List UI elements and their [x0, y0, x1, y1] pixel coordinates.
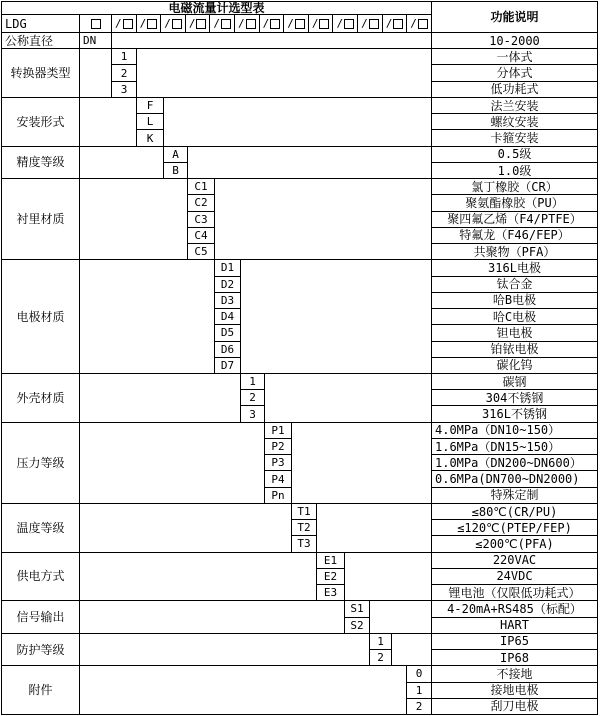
empty-cell: [80, 601, 345, 633]
category-label: 精度等级: [2, 147, 80, 179]
category-label: 外壳材质: [2, 374, 80, 423]
empty-cell: [317, 504, 432, 553]
empty-cell: [392, 634, 432, 666]
option-code-cell: P2: [265, 439, 292, 455]
option-code-cell: D2: [215, 277, 241, 293]
table-title: 电磁流量计选型表: [2, 2, 432, 15]
option-code-cell: D7: [215, 358, 241, 374]
option-code-cell: S2: [345, 618, 370, 634]
option-desc-cell: 螺纹安装: [432, 114, 598, 130]
empty-cell: [80, 147, 164, 179]
option-desc-cell: 哈B电极: [432, 293, 598, 309]
option-code-cell: E3: [317, 585, 345, 601]
option-desc-cell: 24VDC: [432, 569, 598, 585]
option-desc-cell: 锂电池（仅限低功耗式）: [432, 585, 598, 601]
checkbox-icon: [270, 19, 280, 29]
slash-checkbox-cell: /: [186, 15, 211, 32]
option-code-cell: K: [137, 130, 164, 146]
option-code-cell: T3: [292, 536, 317, 552]
option-code-cell: S1: [345, 601, 370, 617]
empty-cell: [80, 260, 215, 374]
checkbox-icon: [221, 19, 231, 29]
category-label: 安装形式: [2, 98, 80, 147]
slash-checkbox-cell: /: [358, 15, 383, 32]
option-desc-cell: 法兰安装: [432, 98, 598, 114]
option-desc-cell: 特殊定制: [432, 488, 598, 504]
checkbox-icon: [91, 19, 101, 29]
option-code-cell: P4: [265, 471, 292, 487]
empty-cell: [345, 553, 432, 602]
option-code-cell: A: [164, 147, 188, 163]
option-desc-cell: 哈C电极: [432, 309, 598, 325]
slash-checkbox-cell: /: [333, 15, 358, 32]
category-label: 衬里材质: [2, 179, 80, 260]
option-desc-cell: 一体式: [432, 49, 598, 65]
option-code-cell: 2: [370, 650, 392, 666]
slash-checkbox-cell: /: [210, 15, 235, 32]
slash-checkbox-cell: /: [161, 15, 186, 32]
option-code-cell: D5: [215, 325, 241, 341]
option-code-cell: F: [137, 98, 164, 114]
category-label: 转换器类型: [2, 49, 80, 98]
option-code-cell: D1: [215, 260, 241, 276]
category-label: 温度等级: [2, 504, 80, 553]
option-code-cell: D4: [215, 309, 241, 325]
ldg-first-box-cell: [80, 15, 112, 33]
option-desc-cell: 1.6MPa（DN15~150）: [432, 439, 598, 455]
option-desc-cell: 10-2000: [432, 33, 598, 49]
checkbox-icon: [319, 19, 329, 29]
slash-checkbox-cell: /: [309, 15, 334, 32]
checkbox-icon: [147, 19, 157, 29]
option-desc-cell: ≤120℃(PTEP/FEP): [432, 520, 598, 536]
option-desc-cell: 卡箍安装: [432, 130, 598, 146]
option-desc-cell: 共聚物（PFA）: [432, 244, 598, 260]
checkbox-icon: [369, 19, 379, 29]
ldg-model-label: LDG: [2, 15, 80, 33]
slash-checkbox-cell: /: [235, 15, 260, 32]
slash-checkbox-cell: /: [260, 15, 285, 32]
option-desc-cell: 铂铱电极: [432, 342, 598, 358]
category-label: 防护等级: [2, 634, 80, 666]
empty-cell: [80, 374, 241, 423]
option-desc-cell: 钽电极: [432, 325, 598, 341]
function-column-header: 功能说明: [432, 2, 598, 33]
option-desc-cell: 低功耗式: [432, 82, 598, 98]
empty-cell: [292, 423, 432, 504]
empty-cell: [265, 374, 432, 423]
option-code-cell: B: [164, 163, 188, 179]
option-code-cell: E2: [317, 569, 345, 585]
option-desc-cell: 316L电极: [432, 260, 598, 276]
option-desc-cell: 分体式: [432, 65, 598, 81]
empty-cell: [164, 98, 432, 147]
empty-cell: [80, 423, 265, 504]
option-code-cell: 3: [112, 82, 137, 98]
checkbox-icon: [196, 19, 206, 29]
option-code-cell: 2: [112, 65, 137, 81]
category-label: 信号输出: [2, 601, 80, 633]
slash-checkbox-cell: /: [383, 15, 408, 32]
option-desc-cell: 氯丁橡胶（CR）: [432, 179, 598, 195]
checkbox-icon: [246, 19, 256, 29]
option-desc-cell: 碳化钨: [432, 358, 598, 374]
option-code-cell: 2: [407, 699, 432, 715]
empty-cell: [215, 179, 432, 260]
empty-cell: [80, 634, 370, 666]
checkbox-icon: [295, 19, 305, 29]
flowmeter-selection-table: [1, 1, 598, 715]
option-code-cell: E1: [317, 553, 345, 569]
option-desc-cell: 特氟龙（F46/FEP）: [432, 228, 598, 244]
category-label: 电极材质: [2, 260, 80, 374]
option-code-cell: C2: [188, 195, 215, 211]
option-desc-cell: 0.5级: [432, 147, 598, 163]
option-desc-cell: 聚四氟乙烯（F4/PTFE）: [432, 212, 598, 228]
option-code-cell: Pn: [265, 488, 292, 504]
option-desc-cell: 钛合金: [432, 277, 598, 293]
empty-cell: [137, 49, 432, 98]
option-code-cell: DN: [80, 33, 112, 49]
checkbox-icon: [418, 19, 428, 29]
option-code-cell: T2: [292, 520, 317, 536]
option-desc-cell: 304不锈钢: [432, 390, 598, 406]
empty-cell: [80, 666, 407, 715]
option-code-cell: T1: [292, 504, 317, 520]
option-code-cell: 0: [407, 666, 432, 682]
option-desc-cell: IP65: [432, 634, 598, 650]
option-code-cell: C4: [188, 228, 215, 244]
option-code-cell: D6: [215, 342, 241, 358]
option-code-cell: 3: [241, 406, 265, 422]
option-code-cell: 1: [407, 683, 432, 699]
checkbox-icon: [123, 19, 133, 29]
option-desc-cell: 4-20mA+RS485（标配）: [432, 601, 598, 617]
option-desc-cell: 聚氨酯橡胶（PU）: [432, 195, 598, 211]
option-code-cell: L: [137, 114, 164, 130]
option-code-cell: C3: [188, 212, 215, 228]
option-desc-cell: 1.0MPa（DN200~DN600）: [432, 455, 598, 471]
option-desc-cell: 不接地: [432, 666, 598, 682]
option-desc-cell: 4.0MPa（DN10~150）: [432, 423, 598, 439]
empty-cell: [80, 553, 317, 602]
empty-cell: [112, 33, 432, 49]
option-code-cell: 1: [370, 634, 392, 650]
checkbox-icon: [393, 19, 403, 29]
option-desc-cell: 316L不锈钢: [432, 406, 598, 422]
option-code-cell: C5: [188, 244, 215, 260]
slash-checkbox-cell: /: [407, 15, 431, 32]
slash-checkbox-cell: /: [137, 15, 162, 32]
category-label: 公称直径: [2, 33, 80, 49]
category-label: 供电方式: [2, 553, 80, 602]
empty-cell: [188, 147, 432, 179]
empty-cell: [370, 601, 432, 633]
option-desc-cell: 碳钢: [432, 374, 598, 390]
category-label: 压力等级: [2, 423, 80, 504]
option-code-cell: P1: [265, 423, 292, 439]
option-code-cell: 2: [241, 390, 265, 406]
option-desc-cell: 接地电极: [432, 683, 598, 699]
category-label: 附件: [2, 666, 80, 715]
option-code-cell: C1: [188, 179, 215, 195]
option-code-cell: P3: [265, 455, 292, 471]
option-desc-cell: 刮刀电极: [432, 699, 598, 715]
checkbox-icon: [172, 19, 182, 29]
option-desc-cell: ≤200℃(PFA): [432, 536, 598, 552]
empty-cell: [80, 179, 188, 260]
option-code-cell: 1: [112, 49, 137, 65]
option-desc-cell: 0.6MPa(DN700~DN2000): [432, 471, 598, 487]
option-desc-cell: HART: [432, 618, 598, 634]
option-code-cell: 1: [241, 374, 265, 390]
ldg-code-box-strip: [112, 15, 432, 33]
slash-checkbox-cell: /: [284, 15, 309, 32]
slash-checkbox-cell: /: [112, 15, 137, 32]
empty-cell: [80, 49, 112, 98]
empty-cell: [80, 504, 292, 553]
option-desc-cell: IP68: [432, 650, 598, 666]
option-desc-cell: ≤80℃(CR/PU): [432, 504, 598, 520]
option-desc-cell: 1.0级: [432, 163, 598, 179]
option-desc-cell: 220VAC: [432, 553, 598, 569]
option-code-cell: D3: [215, 293, 241, 309]
empty-cell: [80, 98, 137, 147]
checkbox-icon: [344, 19, 354, 29]
empty-cell: [241, 260, 432, 374]
